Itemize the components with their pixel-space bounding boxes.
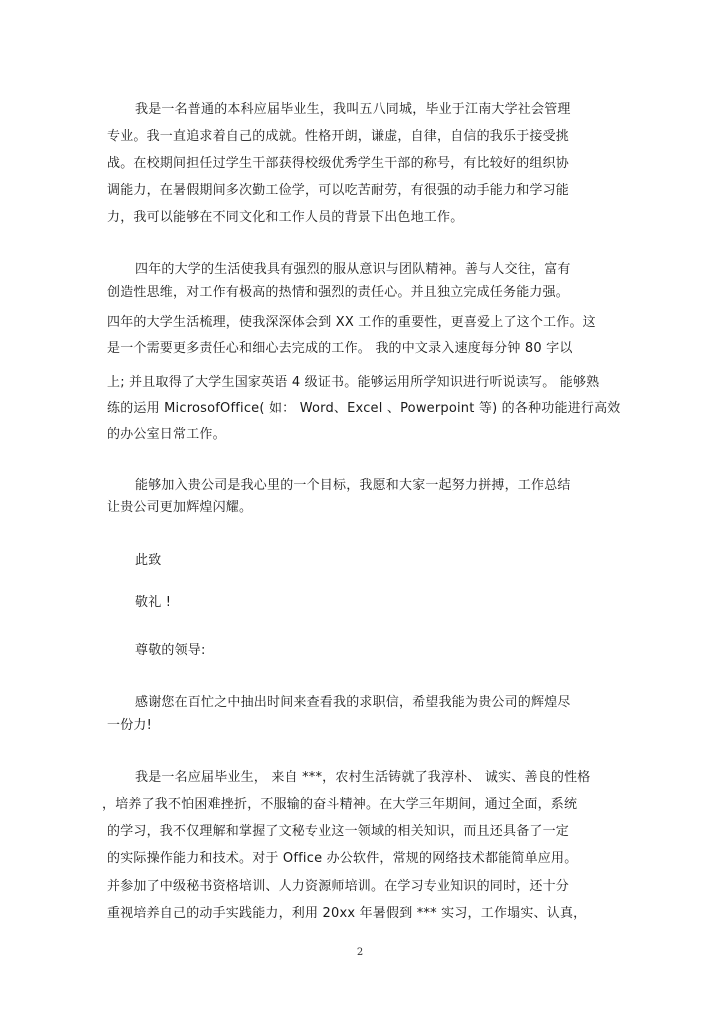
text-line: 练的运用 MicrosofOffice( 如： Word、Excel 、Powerpoint 等) 的各种功能进行高效 [107, 401, 621, 416]
text-line: 调能力，在暑假期间多次勤工俭学，可以吃苦耐劳，有很强的动手能力和学习能 [107, 183, 570, 198]
text-line: 的办公室日常工作。 [107, 427, 226, 442]
text-line: ，培养了我不怕困难挫折，不服输的奋斗精神。在大学三年期间，通过全面，系统 [102, 797, 578, 812]
text-line: 力，我可以能够在不同文化和工作人员的背景下出色地工作。 [107, 210, 464, 225]
text-line: 能够加入贵公司是我心里的一个目标，我愿和大家一起努力拼搏，工作总结 [135, 478, 571, 493]
text-line: 并参加了中级秘书资格培训、人力资源师培训。在学习专业知识的同时，还十分 [107, 879, 570, 894]
text-line: 是一个需要更多责任心和细心去完成的工作。 我的中文录入速度每分钟 80 字以 [107, 341, 573, 356]
text-line: 创造性思维，对工作有极高的热情和强烈的责任心。并且独立完成任务能力强。 [107, 285, 570, 300]
text-line: 四年的大学生活梳理，使我深深体会到 XX 工作的重要性，更喜爱上了这个工作。这 [107, 315, 596, 330]
text-line: 一份力! [107, 718, 153, 733]
text-line: 四年的大学的生活使我具有强烈的服从意识与团队精神。善与人交往，富有 [135, 262, 571, 277]
page-number: 2 [356, 947, 364, 958]
text-line: 重视培养自己的动手实践能力，利用 20xx 年暑假到 *** 实习，工作塌实、认真， [107, 906, 587, 921]
text-line: 的学习，我不仅理解和掌握了文秘专业这一领域的相关知识，而且还具备了一定 [107, 824, 570, 839]
text-line: 专业。我一直追求着自己的成就。性格开朗，谦虚，自律，自信的我乐于接受挑 [107, 129, 570, 144]
text-line: 让贵公司更加辉煌闪耀。 [107, 500, 253, 515]
text-line: 尊敬的领导: [135, 643, 206, 658]
text-line: 我是一名普通的本科应届毕业生，我叫五八同城，毕业于江南大学社会管理 [135, 102, 571, 117]
text-line: 的实际操作能力和技术。对于 Office 办公软件，常规的网络技术都能简单应用。 [107, 851, 578, 866]
text-line: 感谢您在百忙之中抽出时间来查看我的求职信，希望我能为贵公司的辉煌尽 [135, 695, 571, 710]
text-line: 敬礼 ! [135, 595, 172, 610]
text-line: 我是一名应届毕业生， 来自 ***，农村生活铸就了我淳朴、 诚实、善良的性格 [135, 770, 591, 785]
text-line: 战。在校期间担任过学生干部获得校级优秀学生干部的称号，有比较好的组织协 [107, 156, 570, 171]
text-line: 此致 [135, 553, 162, 568]
text-line: 上; 并且取得了大学生国家英语 4 级证书。能够运用所学知识进行听说读写。 能够熟 [107, 375, 600, 390]
